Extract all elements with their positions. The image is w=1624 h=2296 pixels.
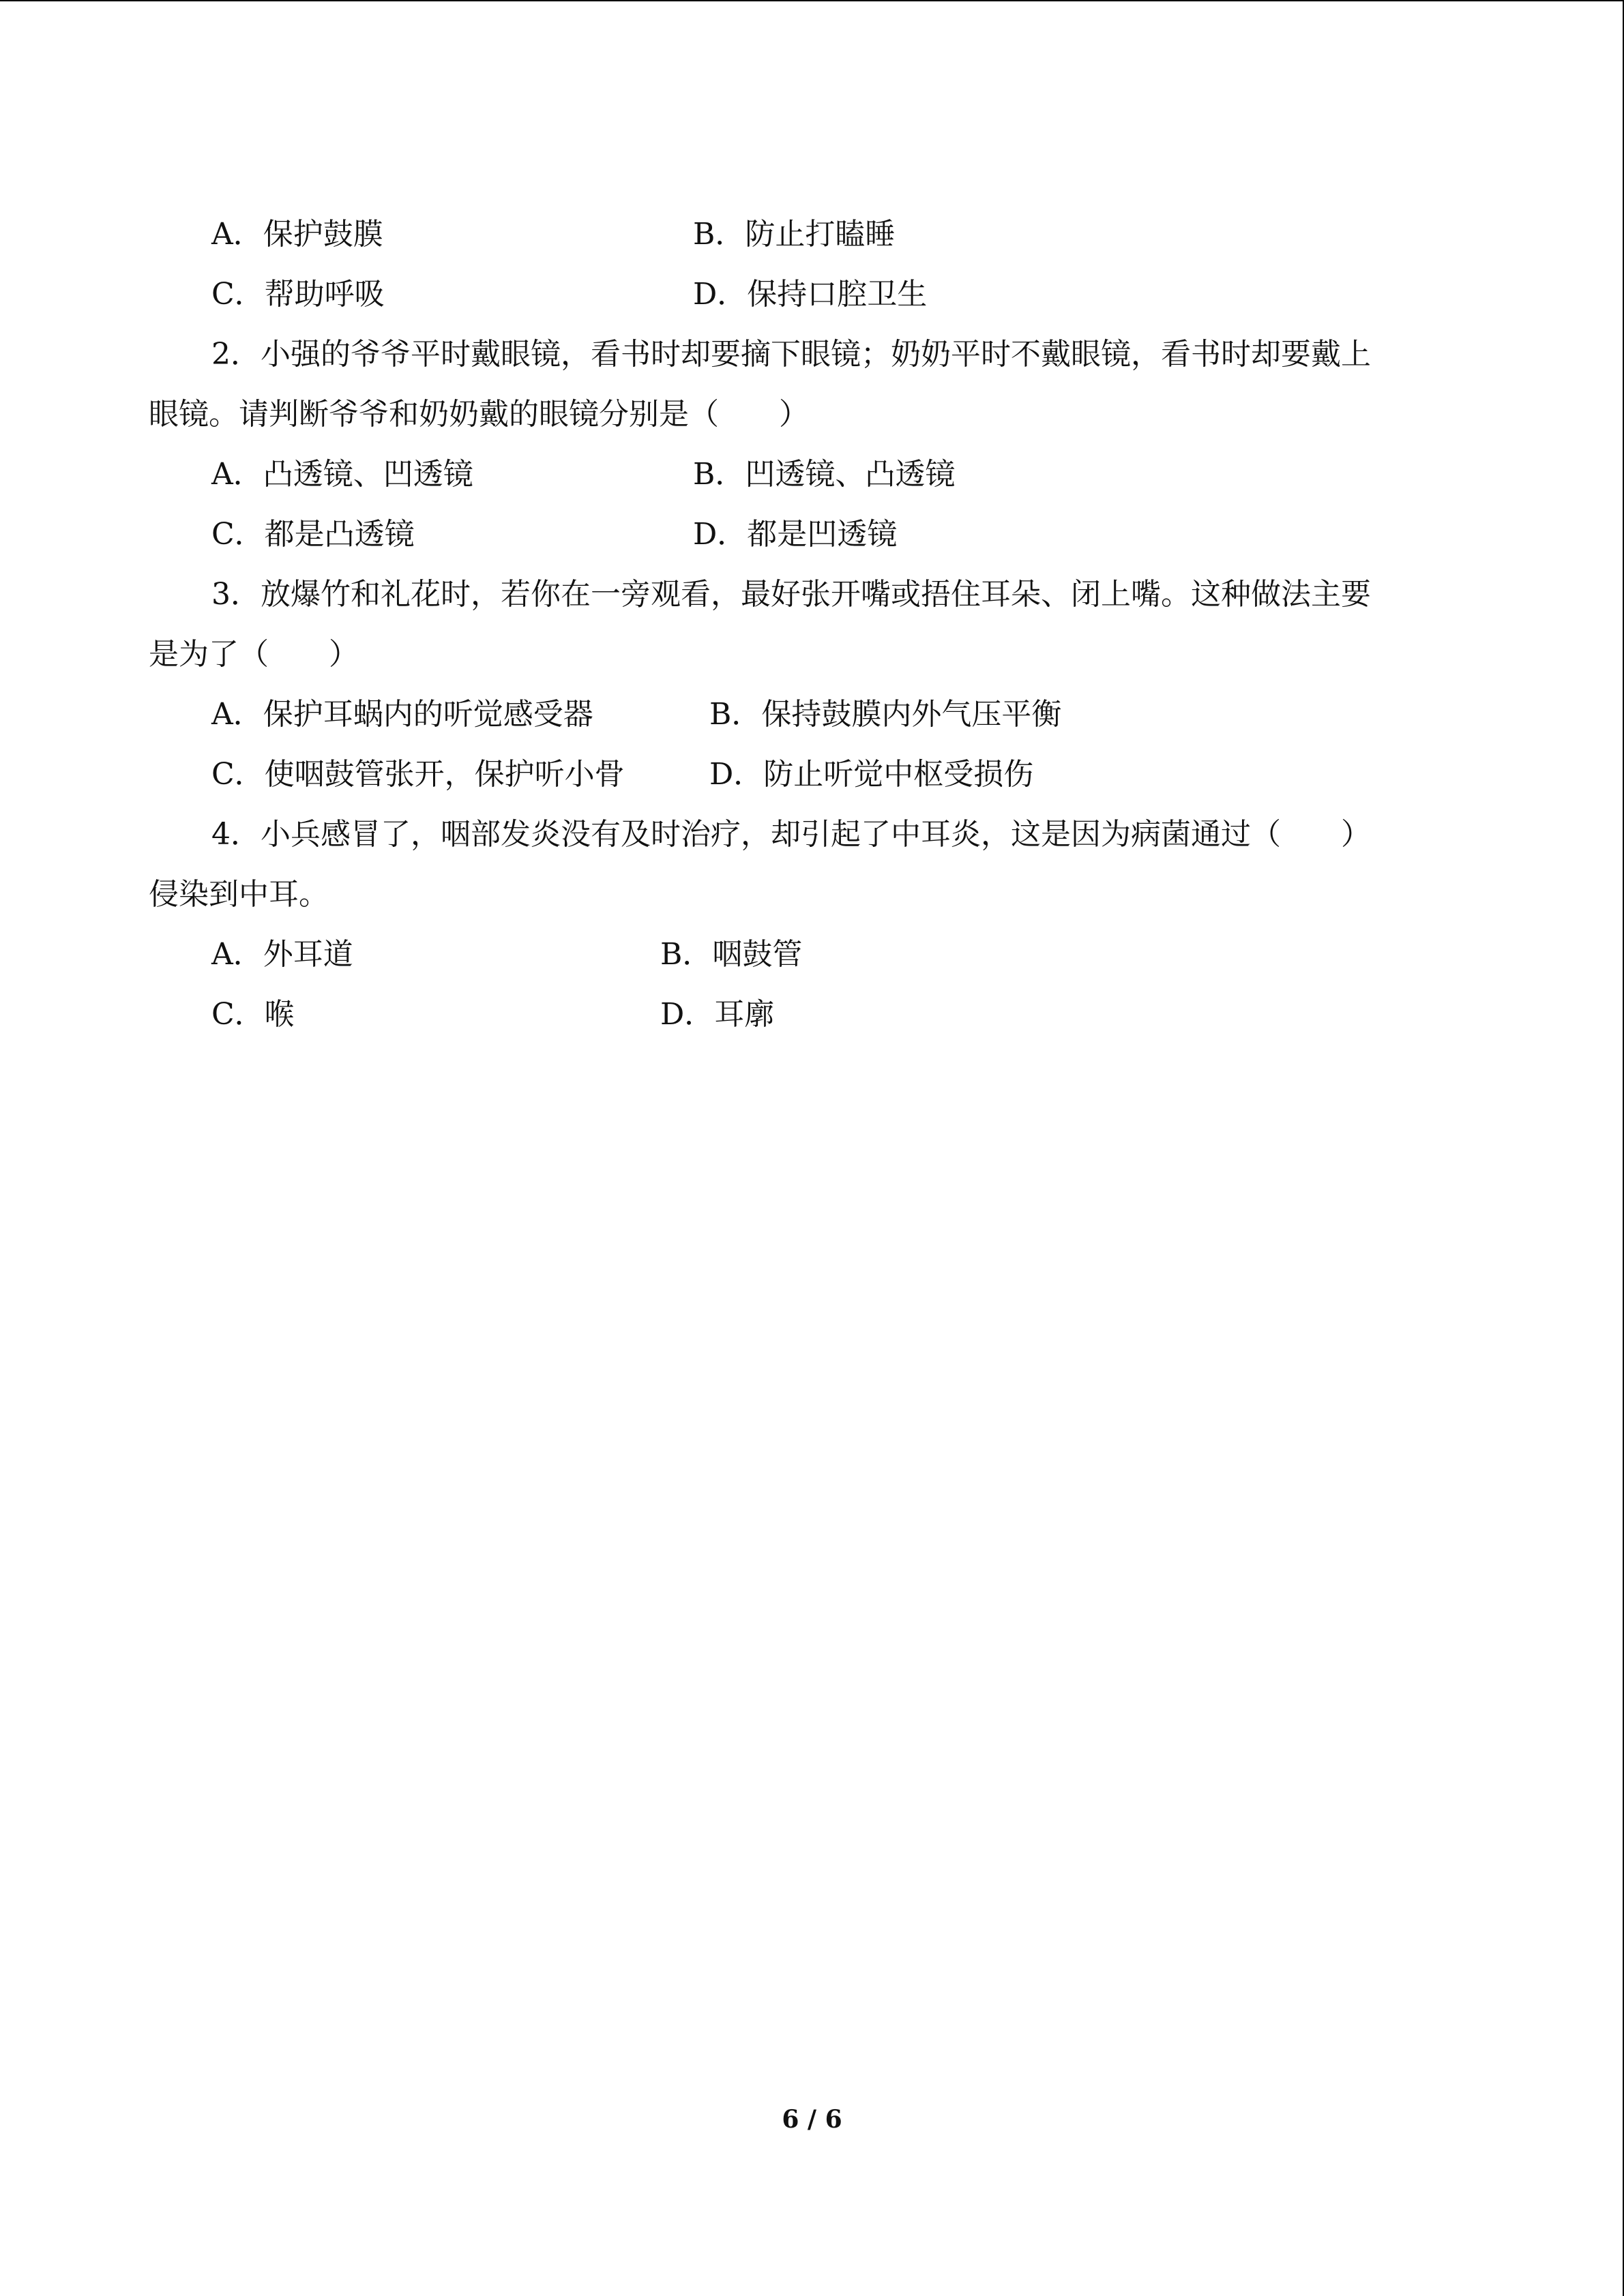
q1-option-b: B．防止打瞌睡 bbox=[693, 217, 896, 252]
q3-stem-line2: 是为了（ ） bbox=[149, 637, 359, 672]
q2-stem-line2: 眼镜。请判断爷爷和奶奶戴的眼镜分别是（ ） bbox=[149, 397, 809, 432]
q1-option-c: C．帮助呼吸 bbox=[211, 277, 385, 312]
q2-option-a: A．凸透镜、凹透镜 bbox=[211, 457, 473, 492]
q4-option-d: D．耳廓 bbox=[660, 997, 775, 1032]
q2-stem-line1: 2．小强的爷爷平时戴眼镜，看书时却要摘下眼镜；奶奶平时不戴眼镜，看书时却要戴上 bbox=[211, 337, 1371, 372]
q4-option-b: B．咽鼓管 bbox=[660, 937, 803, 972]
q1-option-d: D．保持口腔卫生 bbox=[693, 277, 928, 312]
q4-stem-line1: 4．小兵感冒了，咽部发炎没有及时治疗，却引起了中耳炎，这是因为病菌通过（ ） bbox=[211, 817, 1371, 852]
q3-option-c: C．使咽鼓管张开，保护听小骨 bbox=[211, 757, 625, 792]
q3-option-b: B．保持鼓膜内外气压平衡 bbox=[709, 697, 1062, 732]
q3-option-a: A．保护耳蜗内的听觉感受器 bbox=[211, 697, 593, 732]
q4-stem-line2: 侵染到中耳。 bbox=[149, 877, 329, 912]
q4-option-a: A．外耳道 bbox=[211, 937, 353, 972]
q3-option-d: D．防止听觉中枢受损伤 bbox=[709, 757, 1034, 792]
page-number: 6 / 6 bbox=[782, 2105, 842, 2134]
q2-option-b: B．凹透镜、凸透镜 bbox=[693, 457, 956, 492]
q4-option-c: C．喉 bbox=[211, 997, 295, 1032]
q3-stem-line1: 3．放爆竹和礼花时，若你在一旁观看，最好张开嘴或捂住耳朵、闭上嘴。这种做法主要 bbox=[211, 577, 1371, 612]
q1-option-a: A．保护鼓膜 bbox=[211, 217, 383, 252]
q2-option-c: C．都是凸透镜 bbox=[211, 517, 415, 552]
q2-option-d: D．都是凹透镜 bbox=[693, 517, 898, 552]
